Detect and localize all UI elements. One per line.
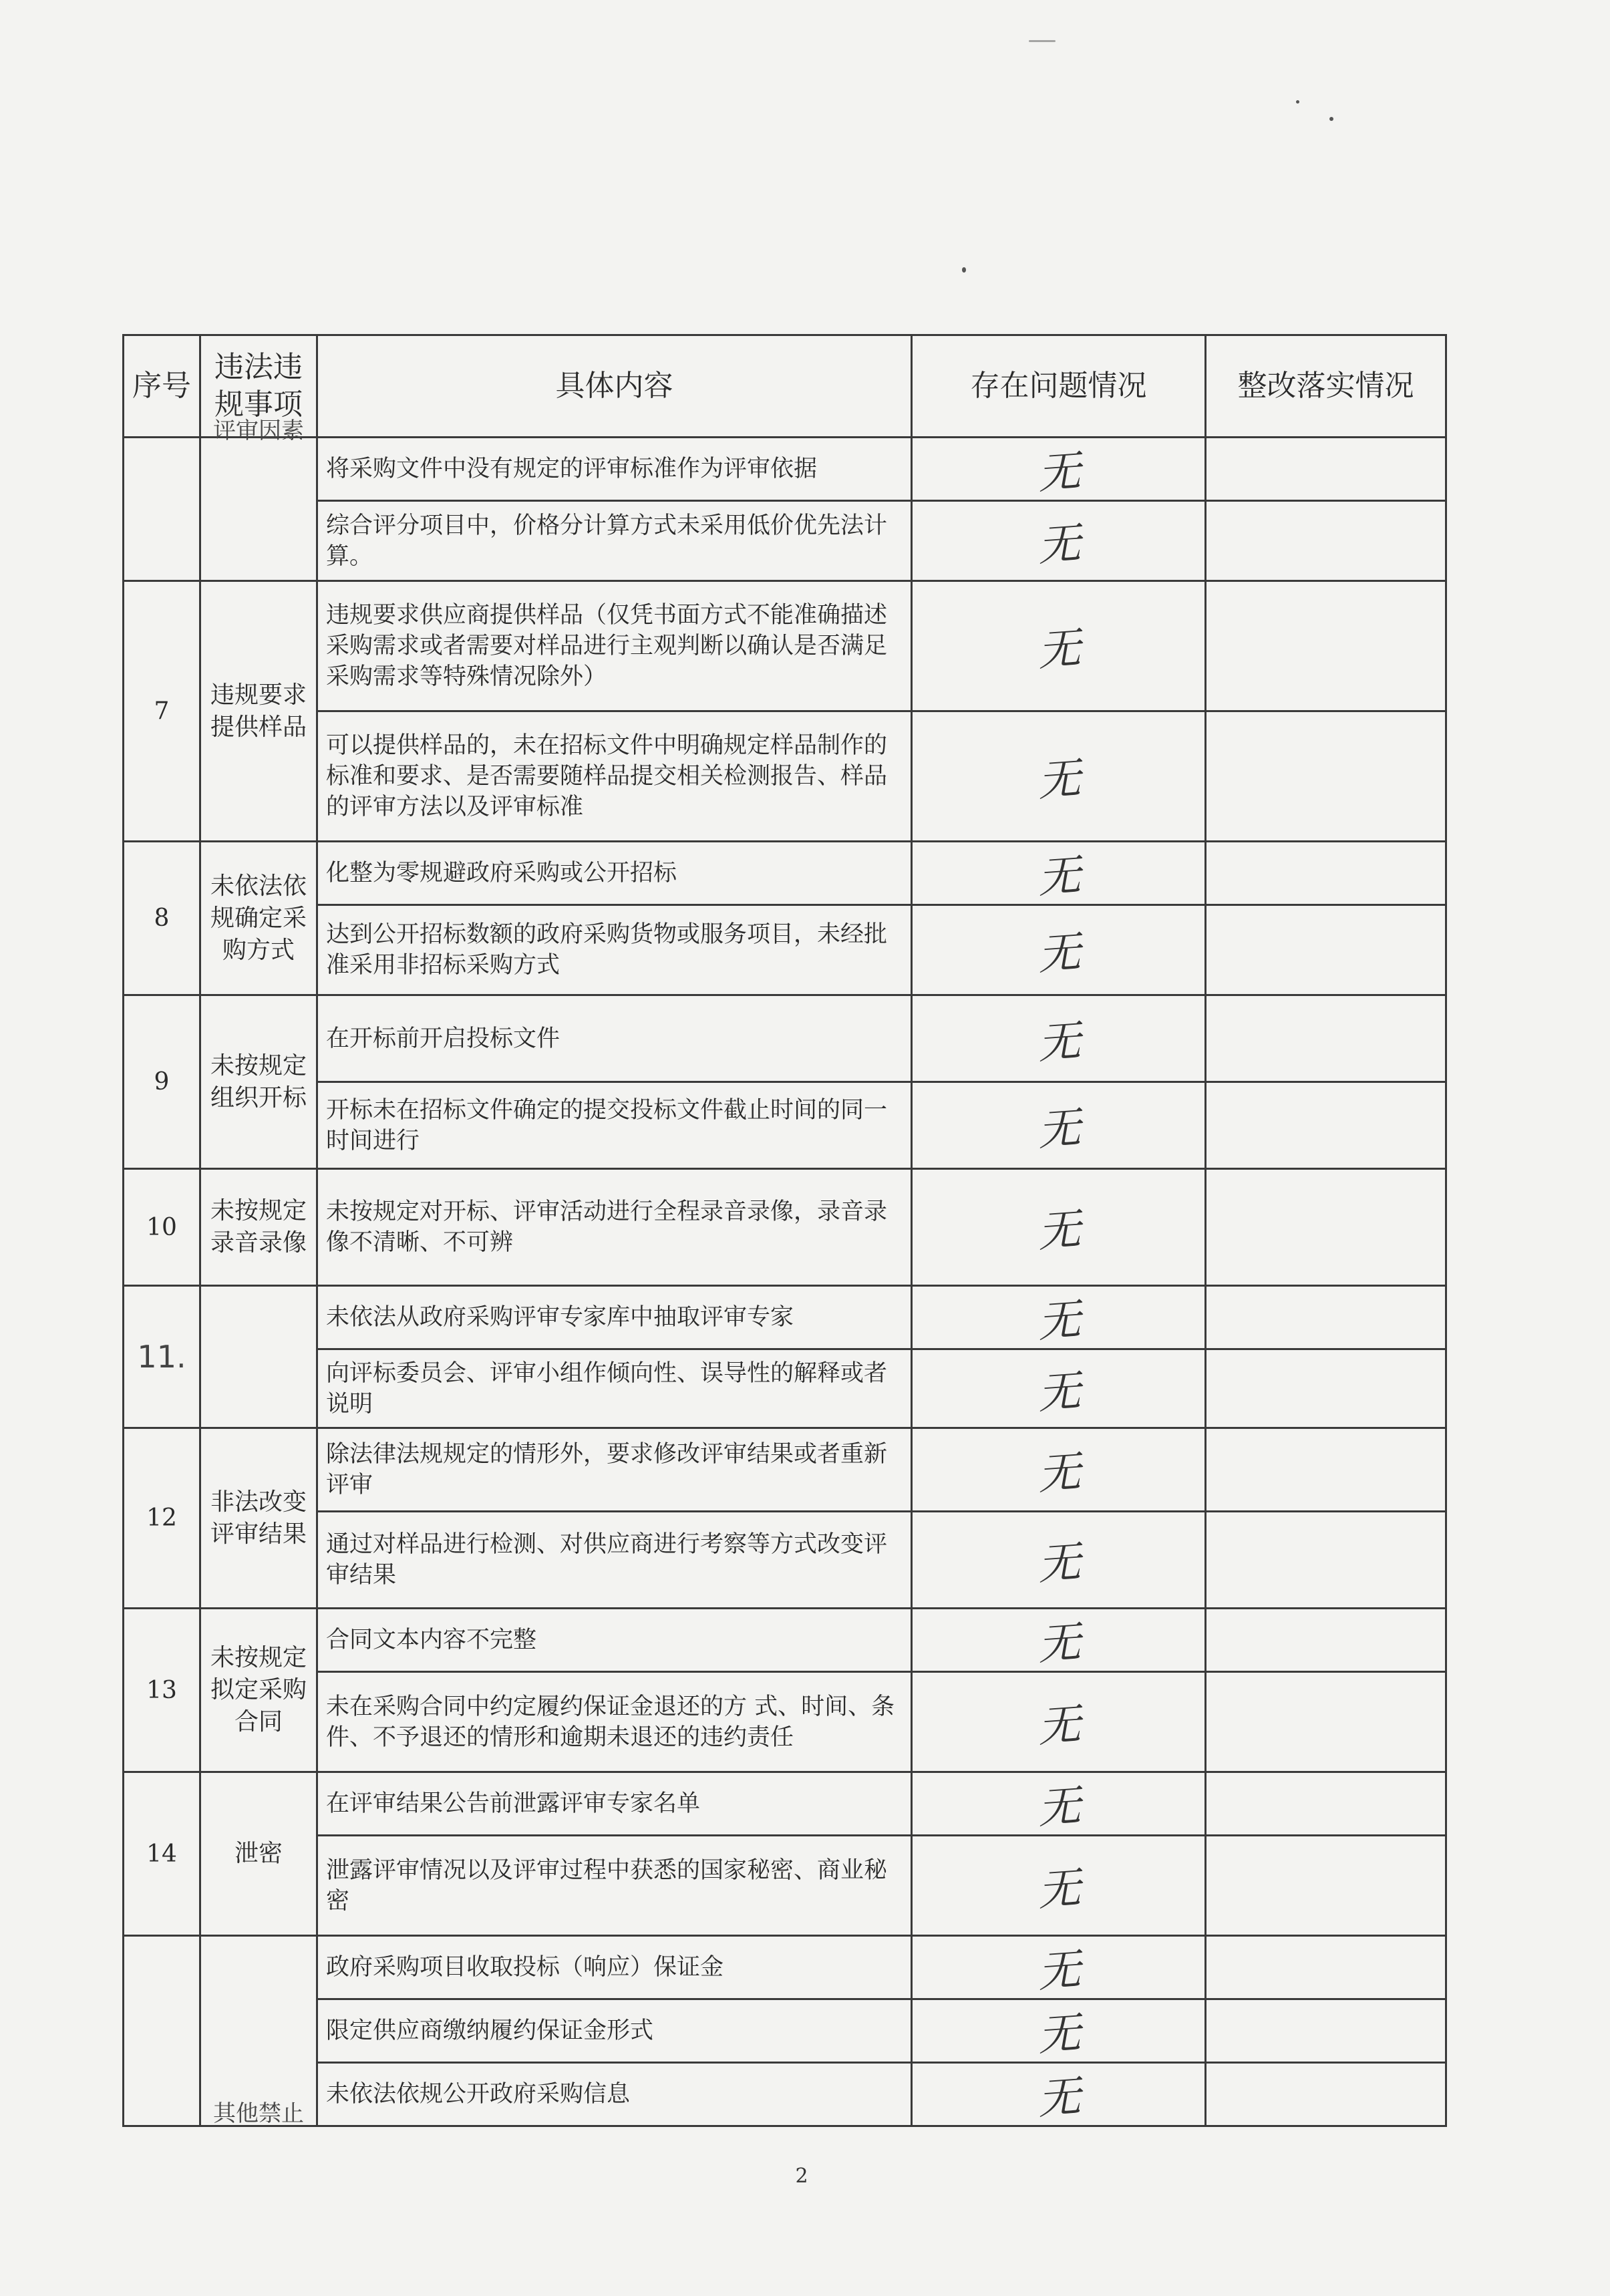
row-category: 违规要求提供样品 xyxy=(200,581,317,842)
handwritten-none: 无 xyxy=(1035,1103,1082,1156)
header-issue: 存在问题情况 xyxy=(912,335,1206,438)
row-category: 非法改变评审结果 xyxy=(200,1428,317,1609)
row-category: 泄密 xyxy=(200,1772,317,1936)
row-category xyxy=(200,1936,317,2126)
row-content: 未依法依规公开政府采购信息 xyxy=(317,2063,912,2126)
scan-speck xyxy=(962,267,966,273)
row-issue xyxy=(912,1286,1206,1349)
row-rectify xyxy=(1206,711,1446,842)
handwritten-none: 无 xyxy=(1035,1781,1082,1834)
handwritten-none: 无 xyxy=(1035,1945,1082,1998)
table-row xyxy=(124,995,1446,1082)
row-issue xyxy=(912,438,1206,501)
row-rectify xyxy=(1206,1428,1446,1512)
header-content: 具体内容 xyxy=(317,335,912,438)
row-content: 综合评分项目中，价格分计算方式未采用低价优先法计算。 xyxy=(317,501,912,581)
table-row xyxy=(124,1512,1446,1609)
row-content: 化整为零规避政府采购或公开招标 xyxy=(317,842,912,905)
row-issue xyxy=(912,1169,1206,1286)
row-issue xyxy=(912,842,1206,905)
table-row xyxy=(124,1672,1446,1772)
row-content: 违规要求供应商提供样品（仅凭书面方式不能准确描述采购需求或者需要对样品进行主观判断以确认是否满足采购需求等特殊情况除外） xyxy=(317,581,912,711)
row-content: 通过对样品进行检测、对供应商进行考察等方式改变评审结果 xyxy=(317,1512,912,1609)
row-issue xyxy=(912,905,1206,995)
row-issue xyxy=(912,1349,1206,1428)
row-category: 未按规定拟定采购合同 xyxy=(200,1609,317,1772)
clipped-category-text: 其他禁止 xyxy=(213,2100,304,2127)
handwritten-none: 无 xyxy=(1035,927,1082,981)
table-row xyxy=(124,2063,1446,2126)
row-content: 未按规定对开标、评审活动进行全程录音录像，录音录像不清晰、不可辨 xyxy=(317,1169,912,1286)
row-content: 将采购文件中没有规定的评审标准作为评审依据 xyxy=(317,438,912,501)
handwritten-none: 无 xyxy=(1035,2072,1082,2125)
handwritten-none: 无 xyxy=(1035,518,1082,571)
row-category: 未按规定组织开标 xyxy=(200,995,317,1169)
row-content: 限定供应商缴纳履约保证金形式 xyxy=(317,1999,912,2063)
table-row xyxy=(124,1936,1446,1999)
row-rectify xyxy=(1206,1512,1446,1609)
row-content: 在评审结果公告前泄露评审专家名单 xyxy=(317,1772,912,1836)
row-seq: 14 xyxy=(124,1772,200,1936)
row-content: 开标未在招标文件确定的提交投标文件截止时间的同一时间进行 xyxy=(317,1082,912,1169)
row-category: 未按规定录音录像 xyxy=(200,1169,317,1286)
row-rectify xyxy=(1206,1349,1446,1428)
table-row xyxy=(124,581,1446,711)
row-content: 合同文本内容不完整 xyxy=(317,1609,912,1672)
row-content: 政府采购项目收取投标（响应）保证金 xyxy=(317,1936,912,1999)
row-issue xyxy=(912,1082,1206,1169)
row-seq: 9 xyxy=(124,995,200,1169)
handwritten-none: 无 xyxy=(1035,1699,1082,1752)
row-issue xyxy=(912,1772,1206,1836)
header-seq: 序号 xyxy=(124,335,200,438)
row-rectify xyxy=(1206,438,1446,501)
row-content: 可以提供样品的，未在招标文件中明确规定样品制作的标准和要求、是否需要随样品提交相关检测报告、样品的评审方法以及评审标准 xyxy=(317,711,912,842)
table-row xyxy=(124,1609,1446,1672)
row-seq xyxy=(124,1286,200,1428)
row-rectify xyxy=(1206,1772,1446,1836)
row-rectify xyxy=(1206,1286,1446,1349)
row-issue xyxy=(912,2063,1206,2126)
handwritten-none: 无 xyxy=(1035,1863,1082,1916)
row-issue xyxy=(912,995,1206,1082)
scan-speck xyxy=(1029,40,1056,42)
table-row xyxy=(124,1999,1446,2063)
handwritten-none: 无 xyxy=(1035,446,1082,500)
handwritten-none: 无 xyxy=(1035,623,1082,677)
row-seq xyxy=(124,438,200,581)
row-rectify xyxy=(1206,1672,1446,1772)
row-seq: 12 xyxy=(124,1428,200,1609)
row-seq: 7 xyxy=(124,581,200,842)
clipped-category-text: 评审因素 xyxy=(213,418,304,444)
table-row xyxy=(124,438,1446,501)
row-content: 未在采购合同中约定履约保证金退还的方 式、时间、条件、不予退还的情形和逾期未退还的违约责任 xyxy=(317,1672,912,1772)
row-issue xyxy=(912,1936,1206,1999)
table-row xyxy=(124,842,1446,905)
row-rectify xyxy=(1206,2063,1446,2126)
table-row xyxy=(124,1772,1446,1836)
table-row xyxy=(124,501,1446,581)
row-rectify xyxy=(1206,842,1446,905)
row-rectify xyxy=(1206,501,1446,581)
row-content: 未依法从政府采购评审专家库中抽取评审专家 xyxy=(317,1286,912,1349)
row-rectify xyxy=(1206,581,1446,711)
handwritten-none: 无 xyxy=(1035,1295,1082,1348)
row-content: 达到公开招标数额的政府采购货物或服务项目，未经批准采用非招标采购方式 xyxy=(317,905,912,995)
table-row xyxy=(124,905,1446,995)
row-content: 向评标委员会、评审小组作倾向性、误导性的解释或者说明 xyxy=(317,1349,912,1428)
row-rectify xyxy=(1206,1169,1446,1286)
row-rectify xyxy=(1206,1936,1446,1999)
row-issue xyxy=(912,1609,1206,1672)
table-row xyxy=(124,1082,1446,1169)
row-seq: 13 xyxy=(124,1609,200,1772)
table-row xyxy=(124,1169,1446,1286)
row-issue xyxy=(912,711,1206,842)
row-issue xyxy=(912,501,1206,581)
row-issue xyxy=(912,1428,1206,1512)
row-issue xyxy=(912,581,1206,711)
row-rectify xyxy=(1206,1836,1446,1936)
handwritten-none: 无 xyxy=(1035,1204,1082,1258)
inspection-table xyxy=(122,334,1445,2127)
row-category xyxy=(200,1286,317,1428)
row-rectify xyxy=(1206,1609,1446,1672)
handwritten-none: 无 xyxy=(1035,1016,1082,1069)
table-header-row xyxy=(124,335,1446,438)
row-content: 除法律法规规定的情形外，要求修改评审结果或者重新评审 xyxy=(317,1428,912,1512)
page-number: 2 xyxy=(795,2164,808,2188)
row-content: 泄露评审情况以及评审过程中获悉的国家秘密、商业秘密 xyxy=(317,1836,912,1936)
row-seq: 8 xyxy=(124,842,200,995)
row-category: 未依法依规确定采购方式 xyxy=(200,842,317,995)
row-issue xyxy=(912,1512,1206,1609)
handwritten-none: 无 xyxy=(1035,1617,1082,1671)
table-row xyxy=(124,1428,1446,1512)
handwritten-none: 无 xyxy=(1035,754,1082,807)
scan-speck xyxy=(1296,100,1299,104)
table-row xyxy=(124,711,1446,842)
handwritten-none: 无 xyxy=(1035,1447,1082,1500)
row-rectify xyxy=(1206,905,1446,995)
handwritten-none: 无 xyxy=(1035,1366,1082,1419)
row-seq xyxy=(124,1936,200,2126)
handwritten-none: 无 xyxy=(1035,2008,1082,2062)
row-rectify xyxy=(1206,1999,1446,2063)
handwritten-none: 无 xyxy=(1035,1537,1082,1591)
row-content: 在开标前开启投标文件 xyxy=(317,995,912,1082)
row-issue xyxy=(912,1672,1206,1772)
handwritten-none: 无 xyxy=(1035,850,1082,904)
header-category: 违法违规事项 xyxy=(200,335,317,438)
handwritten-seq: 11. xyxy=(137,1339,186,1375)
table-row xyxy=(124,1836,1446,1936)
row-category xyxy=(200,418,317,581)
row-seq: 10 xyxy=(124,1169,200,1286)
scan-speck xyxy=(1329,117,1333,121)
header-rectify: 整改落实情况 xyxy=(1206,335,1446,438)
row-issue xyxy=(912,1999,1206,2063)
table-row xyxy=(124,1349,1446,1428)
row-rectify xyxy=(1206,995,1446,1082)
table-row xyxy=(124,1286,1446,1349)
row-rectify xyxy=(1206,1082,1446,1169)
row-issue xyxy=(912,1836,1206,1936)
